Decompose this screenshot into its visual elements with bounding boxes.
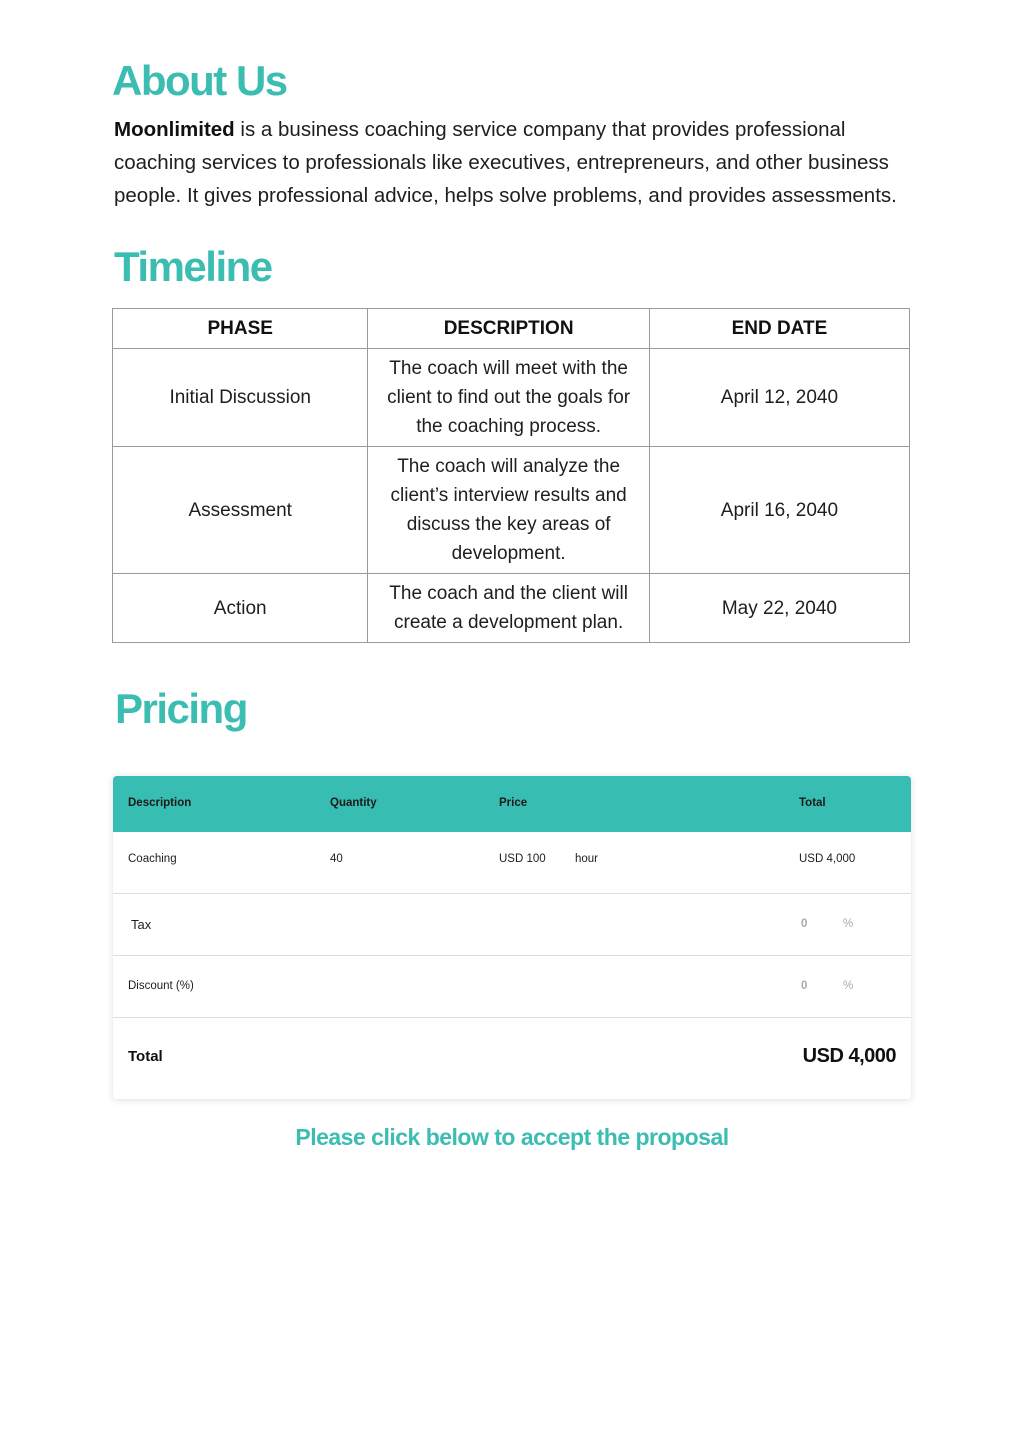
pricing-title: Pricing	[115, 685, 247, 732]
table-row	[113, 349, 910, 447]
description-cell: The coach will meet with the client to find out the goals for the coaching process.	[368, 349, 649, 447]
description-cell: The coach will analyze the client’s interview results and discuss the key areas of development.	[368, 447, 649, 574]
header-description: Description	[128, 797, 192, 809]
item-unit[interactable]: hour	[575, 853, 599, 865]
grand-total-amount: USD 4,000	[802, 1045, 896, 1067]
phase-cell: Action	[113, 574, 368, 643]
about-title: About Us	[112, 57, 287, 104]
pricing-table	[113, 776, 911, 1099]
end-date-cell: May 22, 2040	[649, 574, 909, 643]
pricing-header-row	[113, 776, 911, 832]
discount-row	[113, 956, 911, 1018]
discount-unit: %	[843, 980, 854, 992]
tax-unit: %	[843, 918, 854, 930]
header-description: DESCRIPTION	[368, 309, 649, 349]
header-end-date: END DATE	[649, 309, 909, 349]
about-paragraph	[114, 113, 914, 212]
item-quantity[interactable]: 40	[330, 853, 343, 865]
phase-cell: Initial Discussion	[113, 349, 368, 447]
tax-row	[113, 894, 911, 956]
timeline-table	[112, 308, 910, 643]
item-price[interactable]: USD 100	[499, 853, 546, 865]
description-cell: The coach and the client will create a development plan.	[368, 574, 649, 643]
tax-label: Tax	[131, 917, 152, 932]
grand-total-row	[113, 1018, 911, 1099]
table-row	[113, 447, 910, 574]
item-total: USD 4,000	[799, 853, 856, 865]
header-quantity: Quantity	[330, 797, 377, 809]
table-row	[113, 574, 910, 643]
header-total: Total	[799, 797, 826, 809]
phase-cell: Assessment	[113, 447, 368, 574]
header-phase: PHASE	[113, 309, 368, 349]
timeline-title: Timeline	[114, 243, 272, 290]
discount-input[interactable]: 0	[801, 980, 808, 992]
timeline-header-row	[113, 309, 910, 349]
end-date-cell: April 12, 2040	[649, 349, 909, 447]
tax-input[interactable]: 0	[801, 918, 808, 930]
line-item-row	[113, 832, 911, 894]
item-description[interactable]: Coaching	[128, 853, 177, 865]
header-price: Price	[499, 797, 528, 809]
company-name: Moonlimited	[114, 118, 235, 141]
end-date-cell: April 16, 2040	[649, 447, 909, 574]
accept-proposal-prompt: Please click below to accept the proposal	[295, 1124, 729, 1150]
about-body: is a business coaching service company that provides professional coaching services to professionals like executives, entrepreneurs, and other business people. It gives professional advice, helps solve problems, and provides assessments.	[114, 118, 897, 207]
discount-label: Discount (%)	[128, 980, 194, 992]
grand-total-label: Total	[128, 1048, 163, 1065]
